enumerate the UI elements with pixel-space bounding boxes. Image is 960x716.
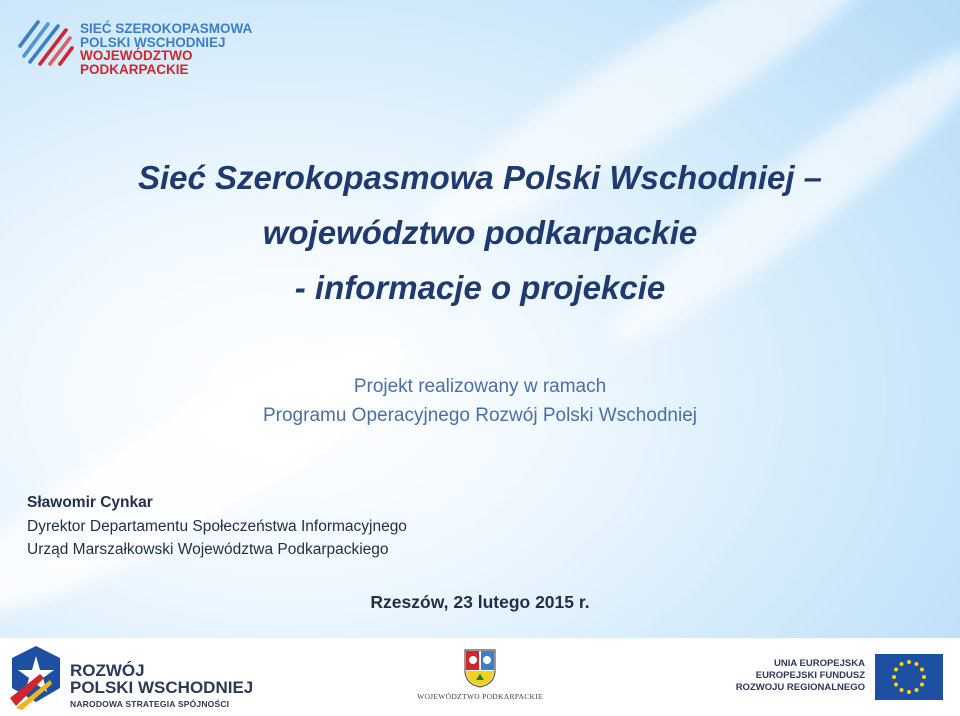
- wojewodztwo-logo: [405, 648, 555, 710]
- rpw-line1: ROZWÓJ: [70, 661, 145, 680]
- header-logo-line2: POLSKI WSCHODNIEJ: [80, 34, 226, 50]
- coat-of-arms-icon: [463, 648, 497, 688]
- eu-line2: EUROPEJSKI FUNDUSZ: [755, 670, 865, 681]
- footer-logos: [0, 638, 960, 716]
- author-office: Urząd Marszałkowski Województwa Podkarpackiego: [27, 541, 389, 558]
- header-logo-line3: WOJEWÓDZTWO PODKARPACKIE: [80, 48, 193, 77]
- author-position: Dyrektor Departamentu Społeczeństwa Informacyjnego: [27, 517, 407, 535]
- author-block: [27, 491, 407, 562]
- rpw-logo-text: [70, 662, 253, 709]
- signal-waves-icon: [14, 12, 74, 68]
- rpw-line2: POLSKI WSCHODNIEJ: [70, 678, 254, 697]
- wojewodztwo-logo-text: WOJEWÓDZTWO PODKARPACKIE: [417, 692, 543, 701]
- slide-title: [0, 150, 960, 315]
- subtitle-line1: Projekt realizowany w ramach: [353, 376, 607, 397]
- rpw-line3: NARODOWA STRATEGIA SPÓJNOŚCI: [70, 699, 230, 709]
- header-logo: [14, 12, 304, 77]
- eu-logo: [735, 654, 955, 704]
- slide-title-line2: województwo podkarpackie: [262, 214, 698, 251]
- rpw-logo: [10, 644, 270, 710]
- rpw-star-icon: [10, 644, 64, 710]
- slide-title-line1: Sieć Szerokopasmowa Polski Wschodniej –: [137, 159, 823, 196]
- background-light-streak: [0, 297, 433, 638]
- subtitle-line2: Programu Operacyjnego Rozwój Polski Wschodniej: [262, 405, 698, 426]
- eu-logo-text: [736, 658, 865, 694]
- slide-title-line3: - informacje o projekcie: [294, 269, 666, 306]
- eu-line3: ROZWOJU REGIONALNEGO: [735, 682, 865, 693]
- place-date: Rzeszów, 23 lutego 2015 r.: [370, 592, 590, 612]
- header-logo-text: [80, 22, 304, 76]
- eu-flag-icon: [875, 654, 943, 700]
- header-logo-line1: SIEĆ SZEROKOPASMOWA: [80, 21, 253, 36]
- author-name: Sławomir Cynkar: [27, 494, 153, 511]
- eu-line1: UNIA EUROPEJSKA: [774, 658, 865, 669]
- slide-subtitle: [0, 372, 960, 430]
